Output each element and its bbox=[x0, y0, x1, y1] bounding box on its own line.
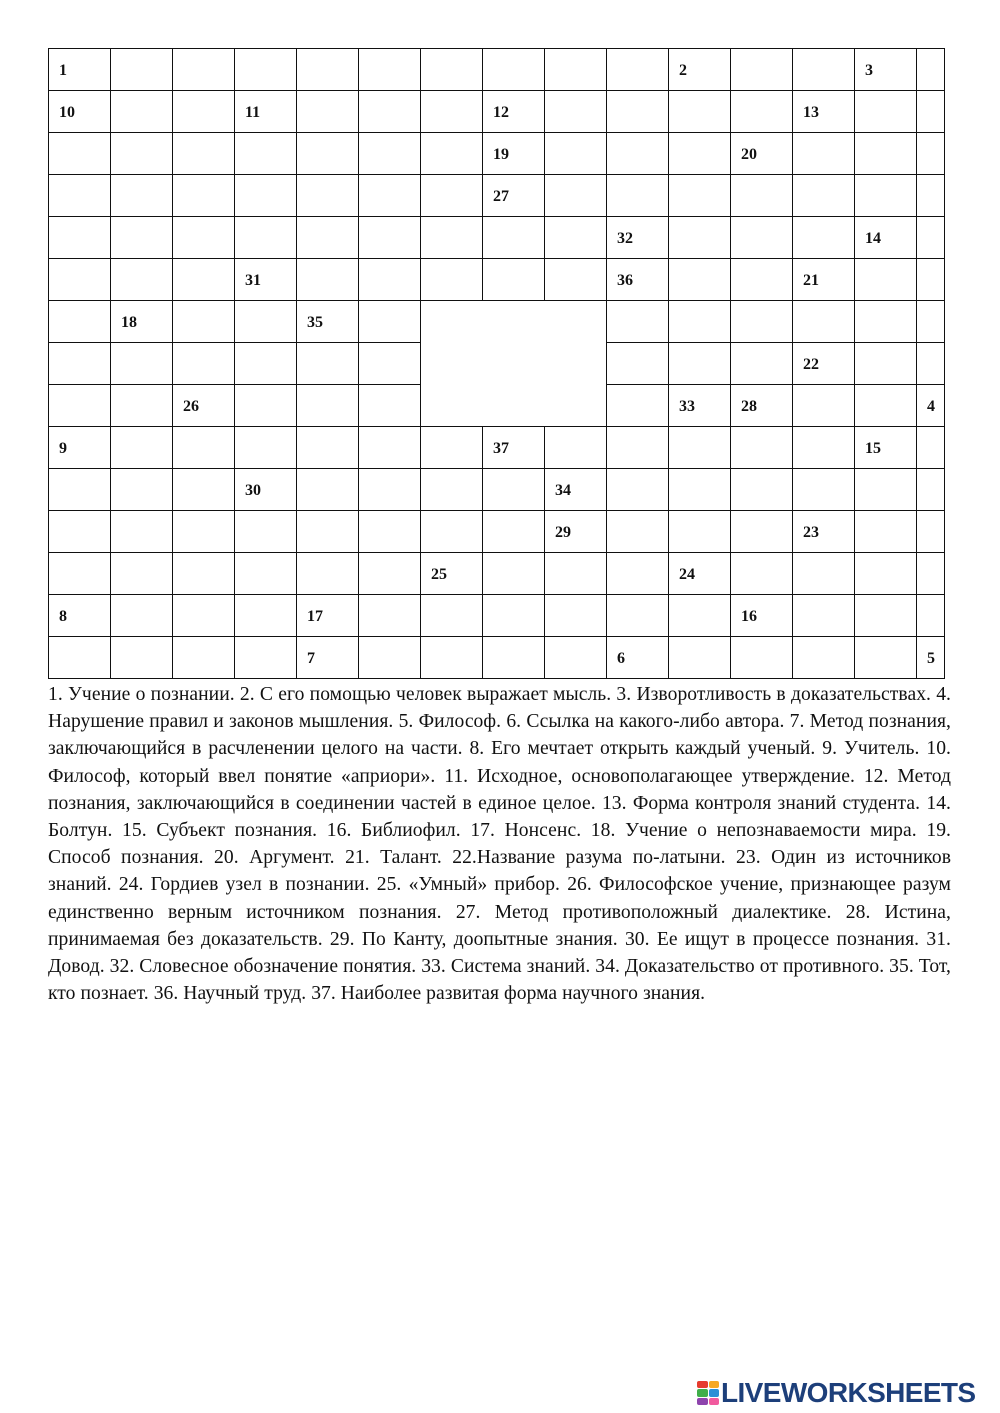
grid-cell[interactable] bbox=[173, 49, 235, 91]
grid-cell[interactable] bbox=[359, 343, 421, 385]
grid-cell[interactable] bbox=[483, 469, 545, 511]
grid-cell[interactable] bbox=[49, 259, 111, 301]
grid-cell[interactable] bbox=[421, 637, 483, 679]
grid-numbered-cell[interactable] bbox=[855, 49, 917, 91]
grid-cell[interactable] bbox=[173, 175, 235, 217]
grid-blank-cell bbox=[421, 301, 483, 343]
grid-cell[interactable] bbox=[545, 553, 607, 595]
grid-cell[interactable] bbox=[297, 217, 359, 259]
grid-cell[interactable] bbox=[607, 511, 669, 553]
grid-cell[interactable] bbox=[793, 427, 855, 469]
grid-cell[interactable] bbox=[669, 133, 731, 175]
cell-number: 33 bbox=[679, 397, 695, 415]
grid-cell[interactable] bbox=[235, 595, 297, 637]
grid-numbered-cell[interactable] bbox=[607, 637, 669, 679]
grid-cell[interactable] bbox=[731, 91, 793, 133]
grid-cell[interactable] bbox=[483, 637, 545, 679]
grid-cell[interactable] bbox=[359, 49, 421, 91]
cell-number: 27 bbox=[493, 187, 509, 205]
grid-row bbox=[49, 469, 945, 511]
grid-cell[interactable] bbox=[731, 301, 793, 343]
grid-cell[interactable] bbox=[669, 511, 731, 553]
grid-cell[interactable] bbox=[421, 91, 483, 133]
cell-number: 25 bbox=[431, 565, 447, 583]
cell-number: 37 bbox=[493, 439, 509, 457]
grid-row bbox=[49, 133, 945, 175]
grid-cell[interactable] bbox=[731, 511, 793, 553]
cell-number: 21 bbox=[803, 271, 819, 289]
grid-cell[interactable] bbox=[793, 553, 855, 595]
grid-numbered-cell[interactable] bbox=[855, 217, 917, 259]
grid-cell[interactable] bbox=[111, 259, 173, 301]
grid-row bbox=[49, 91, 945, 133]
grid-row bbox=[49, 343, 945, 385]
grid-blank-cell bbox=[421, 385, 483, 427]
grid-cell[interactable] bbox=[917, 175, 945, 217]
grid-cell[interactable] bbox=[917, 133, 945, 175]
grid-cell[interactable] bbox=[607, 553, 669, 595]
grid-cell[interactable] bbox=[111, 511, 173, 553]
grid-cell[interactable] bbox=[111, 217, 173, 259]
grid-blank-cell bbox=[483, 301, 545, 343]
grid-cell[interactable] bbox=[607, 301, 669, 343]
cell-number: 15 bbox=[865, 439, 881, 457]
cell-number: 9 bbox=[59, 439, 67, 457]
grid-blank-cell bbox=[421, 343, 483, 385]
grid-cell[interactable] bbox=[49, 637, 111, 679]
grid-cell[interactable] bbox=[49, 511, 111, 553]
grid-cell[interactable] bbox=[607, 427, 669, 469]
grid-numbered-cell[interactable] bbox=[235, 91, 297, 133]
grid-cell[interactable] bbox=[111, 427, 173, 469]
cell-number: 23 bbox=[803, 523, 819, 541]
grid-cell[interactable] bbox=[173, 259, 235, 301]
grid-cell[interactable] bbox=[731, 469, 793, 511]
grid-cell[interactable] bbox=[607, 469, 669, 511]
grid-cell[interactable] bbox=[855, 385, 917, 427]
grid-cell[interactable] bbox=[421, 217, 483, 259]
grid-cell[interactable] bbox=[669, 637, 731, 679]
grid-cell[interactable] bbox=[917, 343, 945, 385]
grid-numbered-cell[interactable] bbox=[297, 301, 359, 343]
grid-cell[interactable] bbox=[917, 469, 945, 511]
grid-cell[interactable] bbox=[111, 469, 173, 511]
liveworksheets-logo-icon bbox=[697, 1381, 719, 1405]
grid-cell[interactable] bbox=[359, 175, 421, 217]
grid-cell[interactable] bbox=[173, 511, 235, 553]
grid-numbered-cell[interactable] bbox=[49, 91, 111, 133]
grid-cell[interactable] bbox=[545, 595, 607, 637]
grid-cell[interactable] bbox=[917, 595, 945, 637]
grid-cell[interactable] bbox=[49, 343, 111, 385]
grid-numbered-cell[interactable] bbox=[917, 637, 945, 679]
grid-cell[interactable] bbox=[855, 175, 917, 217]
grid-cell[interactable] bbox=[359, 637, 421, 679]
logo-square bbox=[697, 1381, 708, 1388]
grid-cell[interactable] bbox=[917, 427, 945, 469]
grid-numbered-cell[interactable] bbox=[49, 427, 111, 469]
logo-square bbox=[697, 1398, 708, 1405]
grid-cell[interactable] bbox=[545, 637, 607, 679]
grid-cell[interactable] bbox=[731, 343, 793, 385]
grid-cell[interactable] bbox=[297, 91, 359, 133]
logo-square bbox=[709, 1398, 720, 1405]
grid-cell[interactable] bbox=[855, 259, 917, 301]
grid-numbered-cell[interactable] bbox=[421, 553, 483, 595]
grid-cell[interactable] bbox=[359, 91, 421, 133]
grid-cell[interactable] bbox=[173, 343, 235, 385]
grid-cell[interactable] bbox=[855, 511, 917, 553]
clues-text: 1. Учение о познании. 2. С его помощью человек выражает мысль. 3. Изворотливость в доказательствах. 4. Нарушение правил и законов мышления. 5. Философ. 6. Ссылка на какого-либо автора. 7. Метод познания, заключающийся в расчленении целого на части. 8. Его мечтает открыть каждый ученый. 9. Учитель. 10. Философ, который ввел понятие «априори». 11. Исходное, основополагающее утверждение. 12. Метод познания, заключающийся в соединении частей в единое целое. 13. Форма контроля знаний студента. 14. Болтун. 15. Субъект познания. 16. Библиофил. 17. Нонсенс. 18. Учение о непознаваемости мира. 19. Способ познания. 20. Аргумент. 21. Талант. 22.Название разума по-латыни. 23. Один из источников знаний. 24. Гордиев узел в познании. 25. «Умный» прибор. 26. Философское учение, признающее разум единственно верным источником познания. 27. Метод противоположный диалектике. 28. Истина, принимаемая без доказательств. 29. По Канту, доопытные знания. 30. Ее ищут в процессе познания. 31. Довод. 32. Словесное обозначение понятия. 33. Система знаний. 34. Доказательство от противного. 35. Тот, кто познает. 36. Научный труд. 37. Наиболее развитая форма научного знания. bbox=[48, 684, 951, 1005]
grid-numbered-cell[interactable] bbox=[793, 91, 855, 133]
grid-cell[interactable] bbox=[111, 343, 173, 385]
grid-cell[interactable] bbox=[421, 175, 483, 217]
grid-cell[interactable] bbox=[669, 301, 731, 343]
grid-row bbox=[49, 259, 945, 301]
grid-cell[interactable] bbox=[917, 511, 945, 553]
grid-cell[interactable] bbox=[111, 133, 173, 175]
cell-number: 17 bbox=[307, 607, 323, 625]
cell-number: 12 bbox=[493, 103, 509, 121]
grid-cell[interactable] bbox=[669, 469, 731, 511]
cell-number: 1 bbox=[59, 61, 67, 79]
grid-row bbox=[49, 301, 945, 343]
grid-cell[interactable] bbox=[421, 133, 483, 175]
grid-cell[interactable] bbox=[855, 637, 917, 679]
grid-cell[interactable] bbox=[483, 595, 545, 637]
cell-number: 24 bbox=[679, 565, 695, 583]
cell-number: 5 bbox=[927, 649, 935, 667]
grid-cell[interactable] bbox=[545, 217, 607, 259]
grid-cell[interactable] bbox=[111, 49, 173, 91]
grid-cell[interactable] bbox=[421, 469, 483, 511]
logo-square bbox=[709, 1381, 720, 1388]
grid-numbered-cell[interactable] bbox=[49, 595, 111, 637]
grid-numbered-cell[interactable] bbox=[669, 553, 731, 595]
grid-numbered-cell[interactable] bbox=[235, 259, 297, 301]
grid-cell[interactable] bbox=[111, 91, 173, 133]
grid-cell[interactable] bbox=[49, 553, 111, 595]
grid-numbered-cell[interactable] bbox=[545, 511, 607, 553]
cell-number: 8 bbox=[59, 607, 67, 625]
grid-cell[interactable] bbox=[731, 175, 793, 217]
grid-numbered-cell[interactable] bbox=[297, 637, 359, 679]
grid-cell[interactable] bbox=[49, 133, 111, 175]
grid-row bbox=[49, 427, 945, 469]
grid-cell[interactable] bbox=[49, 217, 111, 259]
grid-cell[interactable] bbox=[793, 637, 855, 679]
cell-number: 13 bbox=[803, 103, 819, 121]
grid-cell[interactable] bbox=[421, 49, 483, 91]
grid-row bbox=[49, 595, 945, 637]
cell-number: 14 bbox=[865, 229, 881, 247]
grid-cell[interactable] bbox=[483, 511, 545, 553]
grid-cell[interactable] bbox=[545, 427, 607, 469]
cell-number: 7 bbox=[307, 649, 315, 667]
grid-cell[interactable] bbox=[669, 175, 731, 217]
cell-number: 19 bbox=[493, 145, 509, 163]
grid-cell[interactable] bbox=[235, 301, 297, 343]
grid-cell[interactable] bbox=[793, 469, 855, 511]
grid-cell[interactable] bbox=[483, 259, 545, 301]
grid-cell[interactable] bbox=[297, 49, 359, 91]
grid-cell[interactable] bbox=[793, 595, 855, 637]
grid-numbered-cell[interactable] bbox=[917, 385, 945, 427]
grid-cell[interactable] bbox=[297, 259, 359, 301]
grid-row bbox=[49, 385, 945, 427]
grid-numbered-cell[interactable] bbox=[607, 217, 669, 259]
grid-cell[interactable] bbox=[793, 301, 855, 343]
grid-cell[interactable] bbox=[111, 637, 173, 679]
grid-cell[interactable] bbox=[359, 217, 421, 259]
cell-number: 32 bbox=[617, 229, 633, 247]
grid-row bbox=[49, 511, 945, 553]
grid-cell[interactable] bbox=[545, 91, 607, 133]
grid-cell[interactable] bbox=[235, 343, 297, 385]
grid-numbered-cell[interactable] bbox=[855, 427, 917, 469]
grid-cell[interactable] bbox=[111, 175, 173, 217]
grid-cell[interactable] bbox=[235, 637, 297, 679]
grid-cell[interactable] bbox=[235, 133, 297, 175]
grid-cell[interactable] bbox=[359, 427, 421, 469]
grid-cell[interactable] bbox=[297, 343, 359, 385]
grid-numbered-cell[interactable] bbox=[607, 259, 669, 301]
cell-number: 29 bbox=[555, 523, 571, 541]
grid-cell[interactable] bbox=[235, 553, 297, 595]
grid-cell[interactable] bbox=[917, 91, 945, 133]
grid-cell[interactable] bbox=[483, 49, 545, 91]
grid-cell[interactable] bbox=[793, 175, 855, 217]
grid-cell[interactable] bbox=[607, 343, 669, 385]
grid-cell[interactable] bbox=[359, 133, 421, 175]
grid-cell[interactable] bbox=[917, 259, 945, 301]
grid-cell[interactable] bbox=[793, 49, 855, 91]
cell-number: 31 bbox=[245, 271, 261, 289]
grid-cell[interactable] bbox=[297, 553, 359, 595]
grid-numbered-cell[interactable] bbox=[235, 469, 297, 511]
grid-cell[interactable] bbox=[669, 259, 731, 301]
grid-cell[interactable] bbox=[607, 595, 669, 637]
logo-square bbox=[709, 1389, 720, 1396]
grid-cell[interactable] bbox=[235, 217, 297, 259]
grid-row bbox=[49, 553, 945, 595]
grid-cell[interactable] bbox=[731, 217, 793, 259]
grid-cell[interactable] bbox=[669, 427, 731, 469]
grid-cell[interactable] bbox=[235, 427, 297, 469]
grid-cell[interactable] bbox=[917, 49, 945, 91]
grid-cell[interactable] bbox=[855, 91, 917, 133]
grid-cell[interactable] bbox=[855, 595, 917, 637]
grid-cell[interactable] bbox=[359, 595, 421, 637]
grid-cell[interactable] bbox=[483, 553, 545, 595]
grid-numbered-cell[interactable] bbox=[173, 385, 235, 427]
grid-cell[interactable] bbox=[421, 511, 483, 553]
grid-cell[interactable] bbox=[49, 301, 111, 343]
grid-cell[interactable] bbox=[173, 91, 235, 133]
cell-number: 30 bbox=[245, 481, 261, 499]
grid-cell[interactable] bbox=[173, 133, 235, 175]
cell-number: 28 bbox=[741, 397, 757, 415]
grid-numbered-cell[interactable] bbox=[669, 49, 731, 91]
crossword-grid bbox=[48, 48, 945, 679]
grid-cell[interactable] bbox=[235, 385, 297, 427]
grid-cell[interactable] bbox=[173, 301, 235, 343]
grid-cell[interactable] bbox=[793, 217, 855, 259]
grid-cell[interactable] bbox=[917, 553, 945, 595]
grid-cell[interactable] bbox=[607, 49, 669, 91]
grid-numbered-cell[interactable] bbox=[669, 385, 731, 427]
grid-blank-cell bbox=[545, 343, 607, 385]
grid-cell[interactable] bbox=[669, 217, 731, 259]
grid-cell[interactable] bbox=[855, 133, 917, 175]
grid-numbered-cell[interactable] bbox=[793, 259, 855, 301]
cell-number: 35 bbox=[307, 313, 323, 331]
grid-numbered-cell[interactable] bbox=[49, 49, 111, 91]
grid-cell[interactable] bbox=[669, 595, 731, 637]
grid-cell[interactable] bbox=[421, 427, 483, 469]
cell-number: 22 bbox=[803, 355, 819, 373]
liveworksheets-logo-text: LIVEWORKSHEETS bbox=[721, 1377, 976, 1408]
grid-cell[interactable] bbox=[359, 553, 421, 595]
grid-cell[interactable] bbox=[607, 133, 669, 175]
grid-cell[interactable] bbox=[793, 385, 855, 427]
grid-numbered-cell[interactable] bbox=[793, 511, 855, 553]
grid-numbered-cell[interactable] bbox=[731, 133, 793, 175]
grid-blank-cell bbox=[545, 301, 607, 343]
grid-cell[interactable] bbox=[607, 91, 669, 133]
cell-number: 18 bbox=[121, 313, 137, 331]
cell-number: 16 bbox=[741, 607, 757, 625]
grid-cell[interactable] bbox=[235, 511, 297, 553]
grid-row bbox=[49, 175, 945, 217]
grid-cell[interactable] bbox=[297, 427, 359, 469]
grid-blank-cell bbox=[483, 385, 545, 427]
cell-number: 34 bbox=[555, 481, 571, 499]
grid-cell[interactable] bbox=[855, 469, 917, 511]
grid-cell[interactable] bbox=[359, 301, 421, 343]
grid-row bbox=[49, 49, 945, 91]
grid-cell[interactable] bbox=[111, 595, 173, 637]
grid-cell[interactable] bbox=[545, 133, 607, 175]
grid-cell[interactable] bbox=[173, 217, 235, 259]
cell-number: 10 bbox=[59, 103, 75, 121]
grid-cell[interactable] bbox=[793, 133, 855, 175]
grid-cell[interactable] bbox=[421, 259, 483, 301]
grid-numbered-cell[interactable] bbox=[483, 427, 545, 469]
grid-cell[interactable] bbox=[545, 175, 607, 217]
grid-numbered-cell[interactable] bbox=[793, 343, 855, 385]
cell-number: 36 bbox=[617, 271, 633, 289]
grid-cell[interactable] bbox=[235, 175, 297, 217]
grid-cell[interactable] bbox=[731, 259, 793, 301]
grid-cell[interactable] bbox=[49, 385, 111, 427]
cell-number: 4 bbox=[927, 397, 935, 415]
grid-cell[interactable] bbox=[731, 553, 793, 595]
logo-square bbox=[697, 1389, 708, 1396]
grid-numbered-cell[interactable] bbox=[483, 91, 545, 133]
cell-number: 11 bbox=[245, 103, 261, 121]
grid-numbered-cell[interactable] bbox=[731, 595, 793, 637]
grid-cell[interactable] bbox=[173, 469, 235, 511]
cell-number: 20 bbox=[741, 145, 757, 163]
grid-cell[interactable] bbox=[297, 511, 359, 553]
grid-cell[interactable] bbox=[731, 49, 793, 91]
grid-cell[interactable] bbox=[917, 217, 945, 259]
liveworksheets-logo bbox=[697, 1378, 976, 1408]
grid-cell[interactable] bbox=[607, 175, 669, 217]
grid-cell[interactable] bbox=[669, 343, 731, 385]
grid-numbered-cell[interactable] bbox=[111, 301, 173, 343]
grid-cell[interactable] bbox=[173, 595, 235, 637]
cell-number: 6 bbox=[617, 649, 625, 667]
grid-cell[interactable] bbox=[855, 343, 917, 385]
grid-cell[interactable] bbox=[359, 469, 421, 511]
grid-cell[interactable] bbox=[297, 133, 359, 175]
grid-cell[interactable] bbox=[545, 259, 607, 301]
grid-cell[interactable] bbox=[173, 553, 235, 595]
grid-cell[interactable] bbox=[731, 637, 793, 679]
grid-cell[interactable] bbox=[855, 553, 917, 595]
grid-cell[interactable] bbox=[297, 175, 359, 217]
grid-cell[interactable] bbox=[483, 217, 545, 259]
grid-cell[interactable] bbox=[731, 427, 793, 469]
cell-number: 26 bbox=[183, 397, 199, 415]
grid-cell[interactable] bbox=[917, 301, 945, 343]
grid-cell[interactable] bbox=[297, 385, 359, 427]
grid-cell[interactable] bbox=[421, 595, 483, 637]
grid-blank-cell bbox=[483, 343, 545, 385]
grid-cell[interactable] bbox=[607, 385, 669, 427]
grid-numbered-cell[interactable] bbox=[731, 385, 793, 427]
grid-cell[interactable] bbox=[111, 553, 173, 595]
cell-number: 3 bbox=[865, 61, 873, 79]
grid-cell[interactable] bbox=[669, 91, 731, 133]
grid-cell[interactable] bbox=[359, 385, 421, 427]
grid-cell[interactable] bbox=[111, 385, 173, 427]
grid-numbered-cell[interactable] bbox=[297, 595, 359, 637]
grid-numbered-cell[interactable] bbox=[545, 469, 607, 511]
grid-blank-cell bbox=[545, 385, 607, 427]
grid-cell[interactable] bbox=[297, 469, 359, 511]
grid-cell[interactable] bbox=[49, 469, 111, 511]
grid-cell[interactable] bbox=[235, 49, 297, 91]
grid-numbered-cell[interactable] bbox=[483, 133, 545, 175]
grid-row bbox=[49, 637, 945, 679]
grid-cell[interactable] bbox=[545, 49, 607, 91]
grid-cell[interactable] bbox=[359, 511, 421, 553]
grid-cell[interactable] bbox=[173, 637, 235, 679]
grid-numbered-cell[interactable] bbox=[483, 175, 545, 217]
grid-cell[interactable] bbox=[173, 427, 235, 469]
grid-cell[interactable] bbox=[49, 175, 111, 217]
grid-cell[interactable] bbox=[855, 301, 917, 343]
cell-number: 2 bbox=[679, 61, 687, 79]
grid-cell[interactable] bbox=[359, 259, 421, 301]
grid-row bbox=[49, 217, 945, 259]
